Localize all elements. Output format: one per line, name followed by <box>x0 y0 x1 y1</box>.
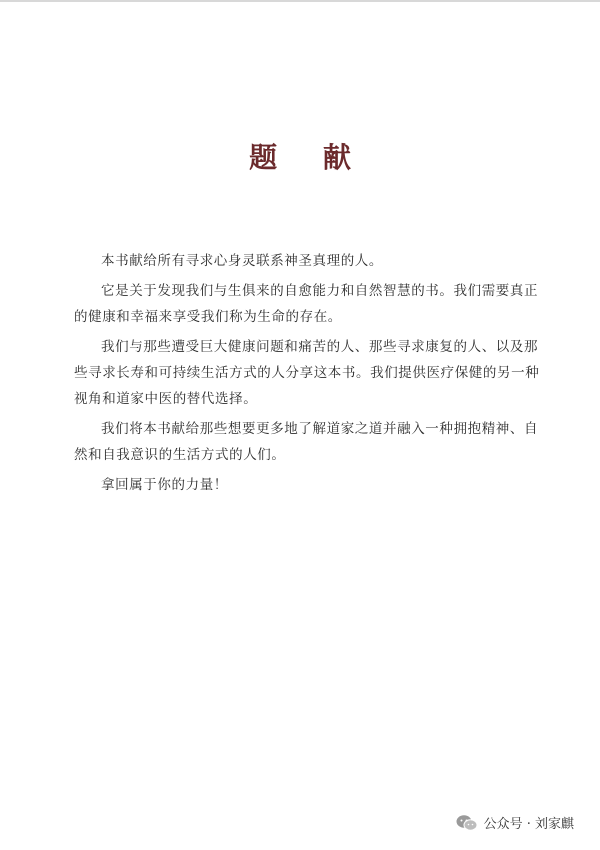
watermark <box>456 813 574 832</box>
paragraph: 我们将本书献给那些想要更多地了解道家之道并融入一种拥抱精神、自然和自我意识的生活方式的人们。 <box>74 421 539 463</box>
paragraph: 它是关于发现我们与生俱来的自愈能力和自然智慧的书。我们需要真正的健康和幸福来享受我们称为生命的存在。 <box>74 283 539 325</box>
wechat-icon <box>456 814 478 832</box>
dedication-text <box>74 248 544 502</box>
paragraph: 我们与那些遭受巨大健康问题和痛苦的人、那些寻求康复的人、以及那些寻求长寿和可持续生活方式的人分享这本书。我们提供医疗保健的另一种视角和道家中医的替代选择。 <box>74 339 540 407</box>
watermark-text: 公众号 · 刘家麒 <box>483 817 574 832</box>
top-divider <box>0 0 600 2</box>
paragraph: 本书献给所有寻求心身灵联系神圣真理的人。 <box>101 253 383 269</box>
page-title: 题 献 <box>249 141 369 174</box>
paragraph: 拿回属于你的力量！ <box>101 477 228 493</box>
